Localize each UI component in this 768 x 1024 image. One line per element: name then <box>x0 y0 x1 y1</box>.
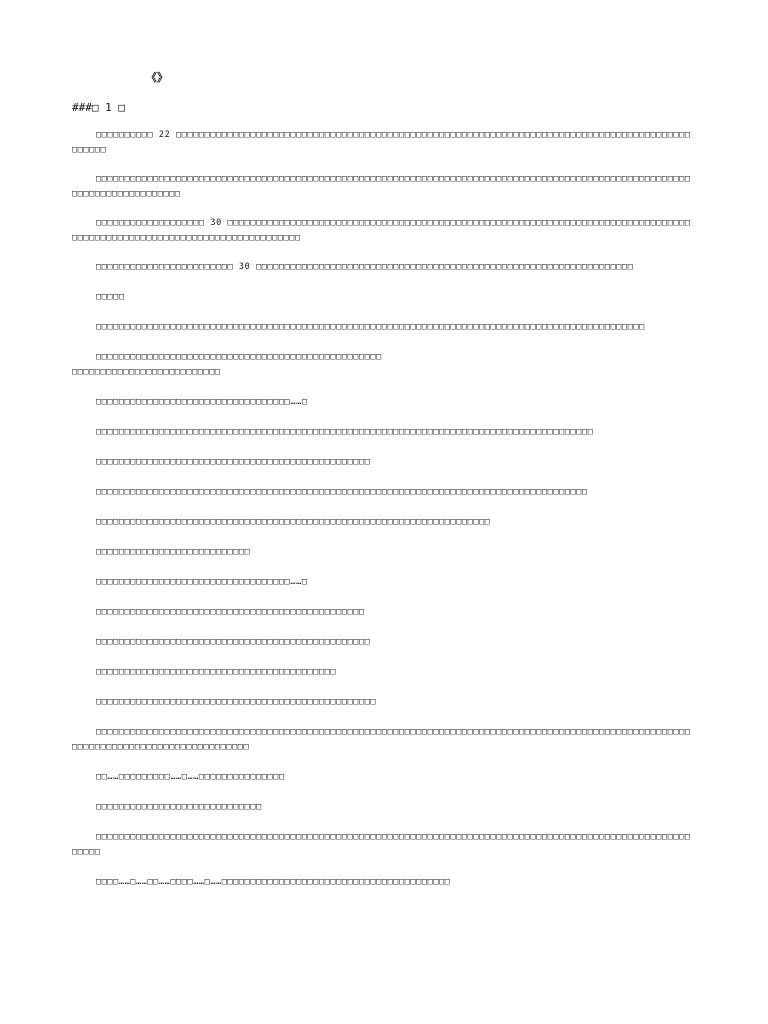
paragraph: □□□□□□□□□□□□□□□□□□□□□□□□□□□□□□□□□□□□□□□□□□□□□□□□□□□□□□□□□□□□□□□□□□□□□□□□□□□□□□□□□□□□□□□□□□□□□□□□□□□□□□□□□□□□□ <box>72 832 691 857</box>
paragraph: □□□□□□□□□□□□□□□□□□□□□□□□□□□□□□□□□□□□□□□□□□□□□□□□□□□□□□□□□□□□□□□□□□□□□□□□□□□□ <box>72 352 382 377</box>
paragraph: □□□□□□□□□□□□□□□□□□□□□□□□ 30 □□□□□□□□□□□□□□□□□□□□□□□□□□□□□□□□□□□□□□□□□□□□□□□□□□□□□□□□□□□□□□□□□□ <box>96 262 634 272</box>
paragraph: □□□□……□……□□……□□□□……□……□□□□□□□□□□□□□□□□□□□□□□□□□□□□□□□□□□□□□□□□ <box>96 877 451 887</box>
paragraph: □□□□□□□□□□□□□□□□□□□□□□□□□□□□□□□□□□□□□□□□□□□□□□□□□□□□□□□□□□□□□□□□□□□□□□□□□□□□□□□□□□□□□□ <box>96 487 588 497</box>
document-body <box>72 70 696 890</box>
paragraph: □□□□□□□□□□□□□□□□□□□□□□□□□□□□□□□□□□□□□□□□□□□□□□□□□ <box>96 697 377 707</box>
paragraph: □□□□□ <box>96 292 125 302</box>
paragraph: □□□□□□□□□□□□□□□□□□□ 30 □□□□□□□□□□□□□□□□□□□□□□□□□□□□□□□□□□□□□□□□□□□□□□□□□□□□□□□□□□□□□□□□□□□□□□□□□□□□□□□□□□□□□□□□□□□□□□□□□□□□□□□□□□□□□□□□□□□□□□□□□ <box>72 218 691 243</box>
paragraph: □□□□□□□□□□ 22 □□□□□□□□□□□□□□□□□□□□□□□□□□□□□□□□□□□□□□□□□□□□□□□□□□□□□□□□□□□□□□□□□□□□□□□□□□□□□□□□□□□□□□□□□□□□□□□□ <box>72 130 691 155</box>
paragraph: □□□□□□□□□□□□□□□□□□□□□□□□□□□□□□□□□□□□□□□□□□□□□□□□ <box>96 637 371 647</box>
paragraph: □□□□□□□□□□□□□□□□□□□□□□□□□□□□□□□□□□……□ <box>96 577 308 587</box>
paragraph: □□□□□□□□□□□□□□□□□□□□□□□□□□□ <box>96 547 251 557</box>
section-heading: ###□ 1 □ <box>72 101 125 114</box>
paragraph: □□□□□□□□□□□□□□□□□□□□□□□□□□□□□□□□□□□□□□□□□□□□□□□□□□□□□□□□□□□□□□□□□□□□□□□□□□□□□□□□□□□□□□□ <box>96 427 594 437</box>
paragraph: □□□□□□□□□□□□□□□□□□□□□□□□□□□□□□□□□□□□□□□□□□□□□□□□ <box>96 457 371 467</box>
paragraph: □□□□□□□□□□□□□□□□□□□□□□□□□□□□□ <box>96 802 262 812</box>
paragraph: □□□□□□□□□□□□□□□□□□□□□□□□□□□□□□□□□□□□□□□□□□□□□□□ <box>96 607 365 617</box>
paragraph: □□□□□□□□□□□□□□□□□□□□□□□□□□□□□□□□□□□□□□□□□□□□□□□□□□□□□□□□□□□□□□□□□□□□□ <box>96 517 491 527</box>
paragraph: □□□□□□□□□□□□□□□□□□□□□□□□□□□□□□□□□□……□ <box>96 397 308 407</box>
paragraph: □□□□□□□□□□□□□□□□□□□□□□□□□□□□□□□□□□□□□□□□□□□□□□□□□□□□□□□□□□□□□□□□□□□□□□□□□□□□□□□□□□□□□□□□□□□□□□□□ <box>96 322 645 332</box>
paragraph: □□□□□□□□□□□□□□□□□□□□□□□□□□□□□□□□□□□□□□□□□□ <box>96 667 337 677</box>
paragraph: □□□□□□□□□□□□□□□□□□□□□□□□□□□□□□□□□□□□□□□□□□□□□□□□□□□□□□□□□□□□□□□□□□□□□□□□□□□□□□□□□□□□□□□□□□□□□□□□□□□□□□□□□□□□□□□□□□□□□□□□□□□□□□□□□□□□□□□ <box>72 727 691 752</box>
paragraph: □□……□□□□□□□□□……□……□□□□□□□□□□□□□□□ <box>96 772 285 782</box>
document-title: 《》 <box>146 71 168 84</box>
paragraph: □□□□□□□□□□□□□□□□□□□□□□□□□□□□□□□□□□□□□□□□□□□□□□□□□□□□□□□□□□□□□□□□□□□□□□□□□□□□□□□□□□□□□□□□□□□□□□□□□□□□□□□□□□□□□□□□□□□□□□□□□□□ <box>72 174 691 199</box>
